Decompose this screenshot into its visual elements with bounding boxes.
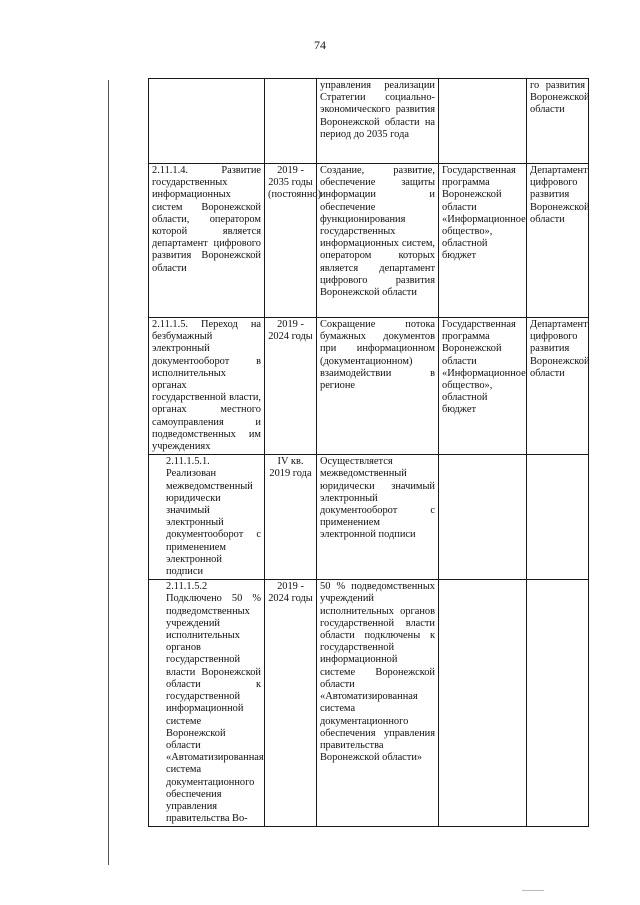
page-number: 74 <box>314 38 326 52</box>
activity-name-cell: 2.11.1.4. Развитие государственных информационных систем Воронежской области, оператором которой является департамент цифрового развития Воронежской области <box>149 164 265 318</box>
activity-name-cell: 2.11.1.5. Переход на безбумажный электронный документооборот в исполнительных органах государственной власти, органах местного самоуправления и подведомственных им учреждениях <box>149 318 265 455</box>
table-row <box>149 580 589 827</box>
sub-activity-name: 2.11.1.5.2 Подключено 50 % подведомственных учреждений исполнительных органов государственной власти Воронежской области к государственной информационной системе Воронежской области «Автоматизированная система документационного обеспечения управления правительства Во- <box>166 581 264 825</box>
scan-mark <box>522 890 544 891</box>
term-cell: 2019 - 2024 годы <box>265 580 317 827</box>
term-cell: 2019 - 2024 годы <box>265 318 317 455</box>
executor-cell: го развития Воронежской области <box>527 79 589 164</box>
activity-name-cell <box>149 455 265 580</box>
term-cell <box>265 79 317 164</box>
activity-name-cell <box>149 580 265 827</box>
result-cell: управления реализации Стратегии социально-экономического развития Воронежской области на период до 2035 года <box>317 79 439 164</box>
executor-cell: Департамент цифрового развития Воронежской области <box>527 164 589 318</box>
term-cell: IV кв. 2019 года <box>265 455 317 580</box>
activities-table <box>148 78 589 827</box>
table-row <box>149 79 589 164</box>
sub-activity-name: 2.11.1.5.1. Реализован межведомственный юридически значимый электронный документооборот с применением электронной подписи <box>166 456 261 578</box>
executor-cell <box>527 455 589 580</box>
binding-margin-line <box>108 80 109 865</box>
executor-cell: Департамент цифрового развития Воронежской области <box>527 318 589 455</box>
executor-cell <box>527 580 589 827</box>
table-row <box>149 318 589 455</box>
funding-source-cell <box>439 79 527 164</box>
funding-source-cell: Государственная программа Воронежской области «Информационное общество», областной бюджет <box>439 164 527 318</box>
activity-name-cell <box>149 79 265 164</box>
table-row <box>149 164 589 318</box>
result-cell: Создание, развитие, обеспечение защиты информации и обеспечение функционирования государственных информационных систем, оператором которых является департамент цифрового развития Воронежской области <box>317 164 439 318</box>
result-cell: 50 % подведомственных учреждений исполнительных органов государственной власти области подключены к государственной информационной системе Воронежской области «Автоматизированная система документационного обеспечения управления правительства Воронежской области» <box>317 580 439 827</box>
result-cell: Сокращение потока бумажных документов при информационном (документационном) взаимодействии в регионе <box>317 318 439 455</box>
term-cell: 2019 - 2035 годы (постоянно) <box>265 164 317 318</box>
table-row <box>149 455 589 580</box>
funding-source-cell <box>439 455 527 580</box>
funding-source-cell <box>439 580 527 827</box>
result-cell: Осуществляется межведомственный юридически значимый электронный документооборот с применением электронной подписи <box>317 455 439 580</box>
funding-source-cell: Государственная программа Воронежской области «Информационное общество», областной бюджет <box>439 318 527 455</box>
